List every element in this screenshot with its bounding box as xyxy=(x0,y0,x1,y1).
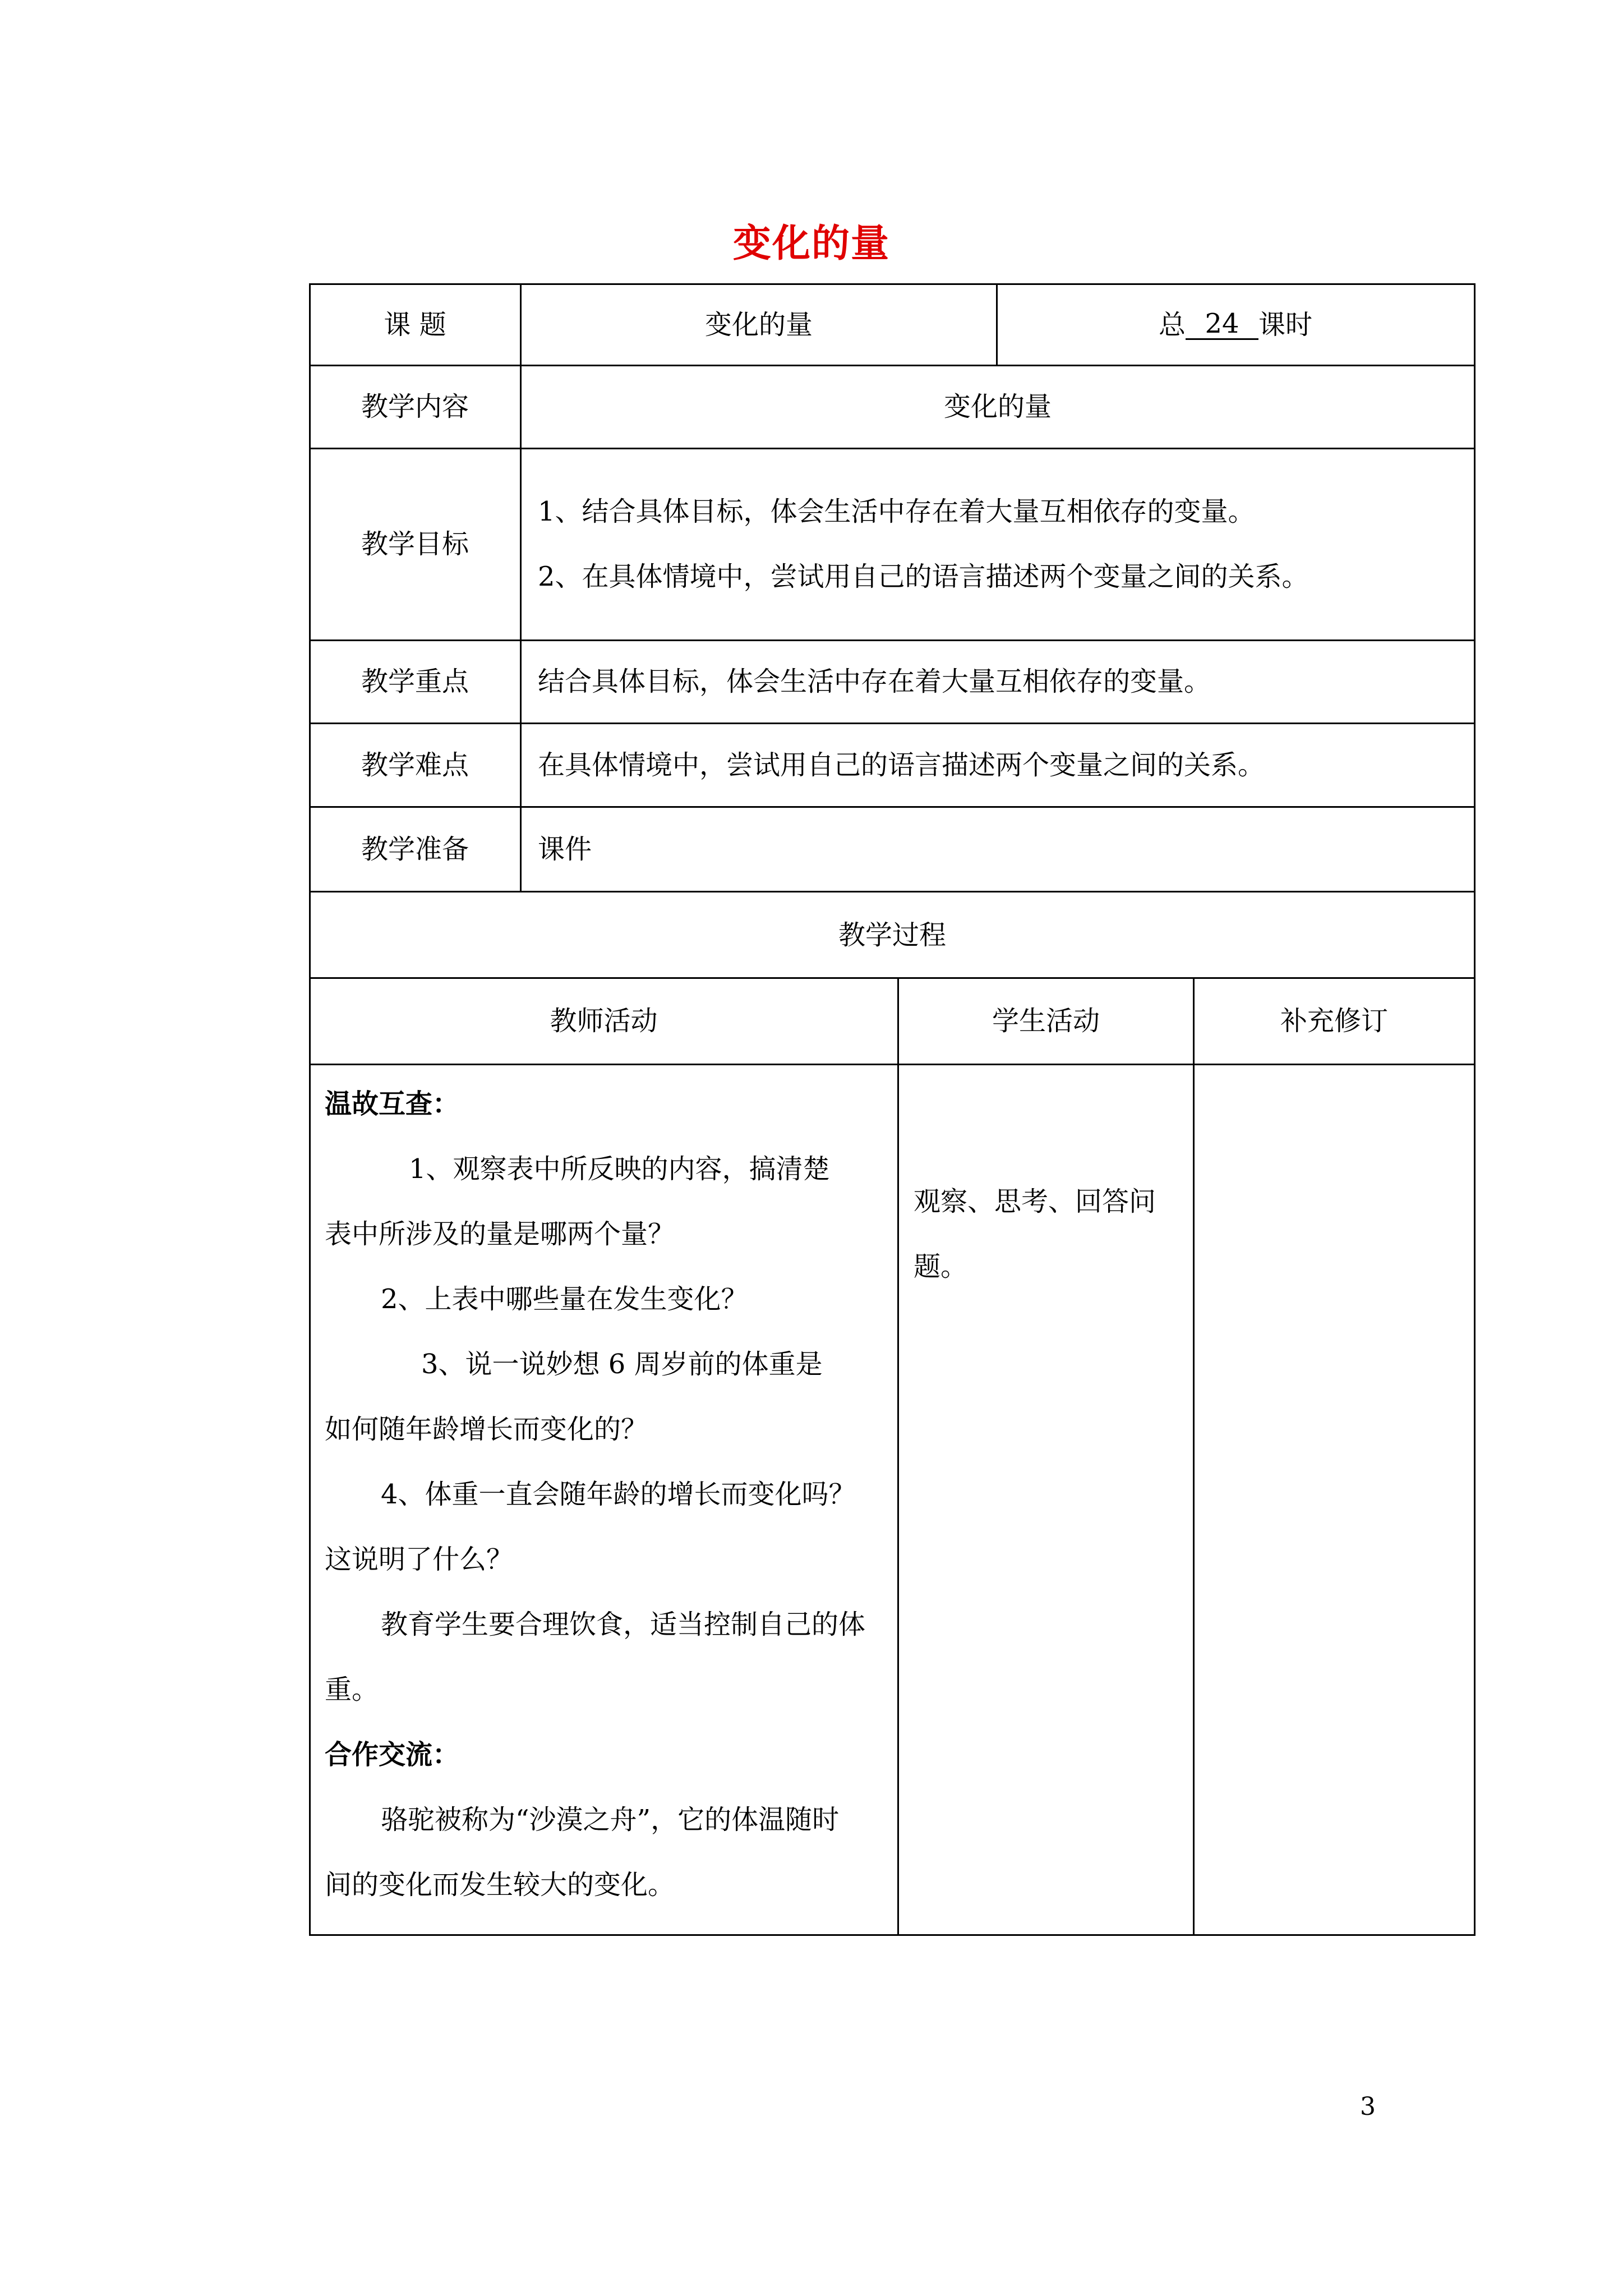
review-heading: 温故互查： xyxy=(325,1088,460,1120)
question-2: 2、上表中哪些量在发生变化？ xyxy=(381,1283,748,1315)
difficulty-value: 在具体情境中，尝试用自己的语言描述两个变量之间的关系。 xyxy=(538,749,1265,781)
goals-label: 教学目标 xyxy=(361,528,469,560)
goal-item: 2、在具体情境中，尝试用自己的语言描述两个变量之间的关系。 xyxy=(538,561,1309,592)
total-prefix: 总 xyxy=(1158,309,1186,341)
document-title: 变化的量 xyxy=(732,222,890,266)
prep-label: 教学准备 xyxy=(361,833,469,865)
col-teacher-activity: 教师活动 xyxy=(550,1005,658,1037)
teacher-activity-content xyxy=(325,1071,897,1917)
content-label: 教学内容 xyxy=(361,391,469,422)
question-3-line-1: 3、说一说妙想 6 周岁前的体重是 xyxy=(421,1349,823,1380)
total-hours xyxy=(997,283,1474,366)
camel-line-2: 间的变化而发生较大的变化。 xyxy=(325,1869,675,1901)
difficulty-label: 教学难点 xyxy=(361,749,469,781)
question-3-line-2: 如何随年龄增长而变化的？ xyxy=(325,1414,648,1445)
question-1-line-2: 表中所涉及的量是哪两个量？ xyxy=(325,1218,675,1250)
cooperation-heading: 合作交流： xyxy=(325,1739,460,1770)
education-line-2: 重。 xyxy=(325,1674,379,1705)
question-4-line-1: 4、体重一直会随年龄的增长而变化吗？ xyxy=(381,1479,856,1510)
col-student-activity: 学生活动 xyxy=(992,1005,1100,1037)
question-1-line-1: 1、观察表中所反映的内容，搞清楚 xyxy=(409,1153,830,1185)
content-value: 变化的量 xyxy=(943,391,1052,422)
total-suffix: 课时 xyxy=(1258,309,1313,341)
key-value: 结合具体目标，体会生活中存在着大量互相依存的变量。 xyxy=(538,666,1211,697)
topic-value: 变化的量 xyxy=(704,309,813,341)
page-number: 3 xyxy=(1360,2092,1376,2121)
goals-list xyxy=(521,448,1474,640)
education-line-1: 教育学生要合理饮食，适当控制自己的体 xyxy=(381,1609,866,1640)
col-notes: 补充修订 xyxy=(1280,1005,1388,1037)
process-heading: 教学过程 xyxy=(838,919,946,951)
camel-line-1: 骆驼被称为“沙漠之舟”，它的体温随时 xyxy=(381,1804,840,1835)
total-number: 24 xyxy=(1186,309,1258,341)
student-line-2: 题。 xyxy=(914,1251,968,1282)
question-4-line-2: 这说明了什么？ xyxy=(325,1544,514,1575)
goal-item: 1、结合具体目标，体会生活中存在着大量互相依存的变量。 xyxy=(538,496,1255,527)
lesson-plan-table xyxy=(309,283,1476,1936)
topic-label: 课 题 xyxy=(384,309,446,341)
student-activity-content xyxy=(914,1169,1191,1299)
prep-value: 课件 xyxy=(538,833,592,865)
student-line-1: 观察、思考、回答问 xyxy=(914,1186,1156,1217)
key-label: 教学重点 xyxy=(361,666,469,697)
